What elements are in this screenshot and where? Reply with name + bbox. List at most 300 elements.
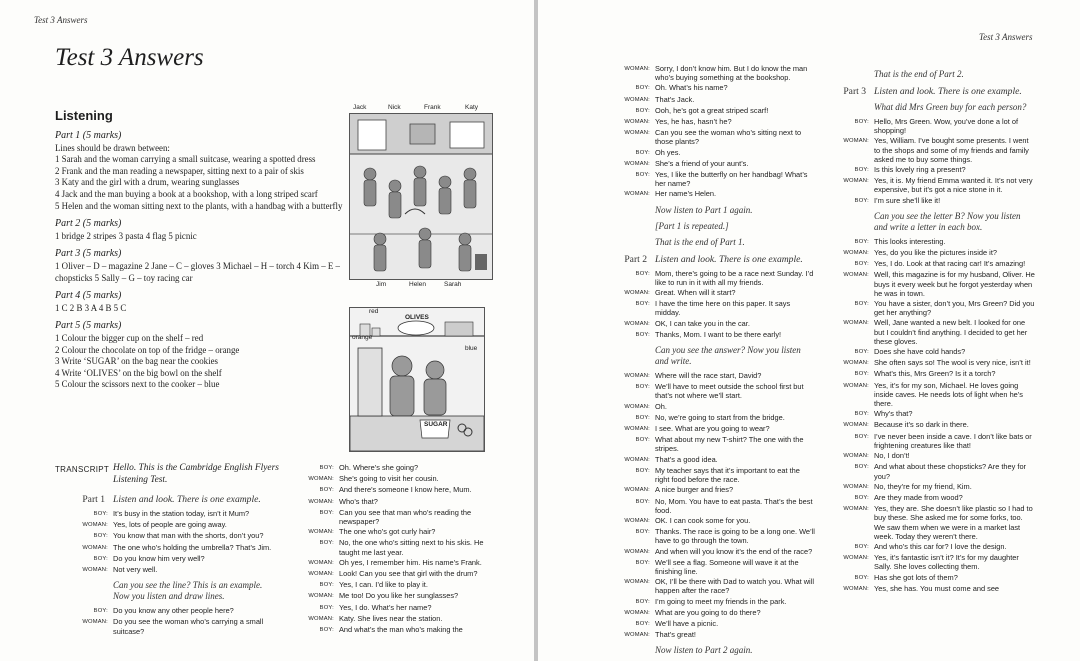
transcript-line	[827, 542, 1035, 552]
speaker-label: BOY:	[635, 414, 650, 421]
part-label: Part 2	[624, 253, 647, 265]
transcript-line	[827, 432, 1035, 450]
speaker-label: WOMAN:	[624, 579, 650, 586]
speaker-label: BOY:	[854, 349, 869, 356]
speaker-label: WOMAN:	[843, 272, 869, 279]
instruction-text: Now listen to Part 2 again.	[655, 645, 753, 656]
label-sugar: SUGAR	[424, 421, 448, 428]
speaker-label: BOY:	[854, 371, 869, 378]
part-label: Part 3	[843, 86, 866, 97]
answer-key	[55, 130, 355, 391]
speaker-label: WOMAN:	[624, 456, 650, 463]
transcript-line	[66, 531, 278, 541]
kitchen-illustration	[349, 307, 485, 452]
transcript-line	[608, 299, 815, 317]
instruction-text: [Part 1 is repeated.]	[655, 220, 729, 231]
speaker-label: WOMAN:	[308, 615, 334, 622]
dialogue-text: Mom, there’s going to be a race next Sunday. I’d like to run in it with all my friends.	[655, 268, 814, 287]
dialogue-text: What about my new T-shirt? The one with the stripes.	[655, 435, 804, 454]
transcript-line	[292, 614, 497, 624]
transcript-line	[66, 520, 278, 530]
speaker-label: WOMAN:	[308, 529, 334, 536]
transcript-line	[292, 508, 497, 526]
left-page	[0, 0, 534, 661]
speaker-label: BOY:	[319, 509, 334, 516]
speaker-label: BOY:	[854, 238, 869, 245]
answer-line: 2 Colour the chocolate on top of the fridge – orange	[55, 344, 240, 355]
transcript-line	[827, 347, 1035, 357]
label-orange: orange	[352, 334, 373, 341]
dialogue-text: I’m sure she’ll like it!	[874, 195, 941, 205]
dialogue-text: Who’s that?	[339, 496, 378, 506]
transcript-line	[608, 558, 815, 576]
transcript-column-2	[292, 463, 497, 636]
speaker-label: BOY:	[93, 555, 108, 562]
transcript-line	[827, 117, 1035, 135]
speaker-label: WOMAN:	[82, 619, 108, 626]
dialogue-text: Yes, it’s for my son, Michael. He loves going inside caves. He needs lots of light when he’s there.	[874, 380, 1023, 409]
speaker-label: WOMAN:	[843, 178, 869, 185]
dialogue-text: Yes, I do. What’s her name?	[339, 602, 432, 612]
speaker-label: WOMAN:	[624, 426, 650, 433]
speaker-label: WOMAN:	[624, 403, 650, 410]
dialogue-text: My teacher says that it’s important to eat the right food before the race.	[655, 465, 800, 485]
dialogue-text: What’s this, Mrs Green? Is it a torch?	[874, 369, 996, 379]
dialogue-text: Yes, he has, hasn’t he?	[655, 117, 732, 127]
label-jim: Jim	[376, 281, 387, 288]
transcript-line	[292, 569, 497, 579]
dialogue-text: Does she have cold hands?	[874, 347, 966, 357]
station-drawing	[350, 114, 492, 279]
transcript-line	[827, 451, 1035, 461]
dialogue-text: Because it’s so dark in there.	[874, 420, 969, 430]
speaker-label: WOMAN:	[624, 66, 650, 72]
transcript-line	[608, 159, 815, 169]
transcript-line	[608, 619, 815, 629]
transcript-line	[608, 95, 815, 105]
transcript-column-1	[66, 488, 278, 637]
part-heading: Part 2 (5 marks)	[55, 218, 122, 230]
answer-line: 1 Sarah and the woman carrying a small suitcase, wearing a spotted dress	[55, 154, 316, 165]
speaker-label: WOMAN:	[308, 559, 334, 566]
transcript-column-3	[608, 64, 815, 660]
dialogue-text: Well, this magazine is for my husband, Oliver. He buys it every week but he forgot yesterday when he was in town.	[874, 270, 1035, 298]
instruction-text: Can you see the line? This is an example. Now you listen and draw lines.	[113, 580, 263, 602]
transcript-line	[827, 196, 1035, 206]
transcript-line	[608, 64, 815, 82]
speaker-label: BOY:	[854, 574, 869, 581]
transcript-line	[827, 270, 1035, 298]
transcript-line	[827, 299, 1035, 317]
label-jack: Jack	[353, 104, 367, 111]
dialogue-text: And who’s this car for? I love the design.	[874, 541, 1007, 551]
transcript-line	[608, 319, 815, 329]
transcript-line	[827, 136, 1035, 164]
transcript-column-4	[827, 64, 1035, 595]
transcript-line	[66, 543, 278, 553]
dialogue-text: And when will you know it’s the end of the race?	[655, 546, 813, 556]
speaker-label: BOY:	[93, 533, 108, 540]
kitchen-drawing	[350, 308, 484, 451]
speaker-label: WOMAN:	[624, 632, 650, 639]
dialogue-text: It’s busy in the station today, isn’t it Mum?	[113, 509, 250, 518]
speaker-label: WOMAN:	[843, 422, 869, 429]
page-title: Test 3 Answers	[55, 44, 204, 71]
transcript-line	[608, 608, 815, 618]
answer-line: 5 Colour the scissors next to the cooker – blue	[55, 379, 220, 390]
dialogue-text: She’s a friend of your aunt’s.	[655, 158, 749, 168]
speaker-label: BOY:	[93, 608, 108, 615]
speaker-label: BOY:	[854, 167, 869, 174]
transcript-label: TRANSCRIPT	[55, 465, 110, 474]
dialogue-text: This looks interesting.	[874, 236, 946, 246]
transcript-line	[608, 106, 815, 116]
speaker-label: WOMAN:	[308, 476, 334, 483]
speaker-label: BOY:	[854, 433, 869, 440]
dialogue-text: Thanks, Mom. I want to be there early!	[655, 329, 782, 339]
speaker-label: BOY:	[635, 437, 650, 444]
transcript-line	[608, 371, 815, 381]
answer-line: 5 Helen and the woman sitting next to the plants, with a handbag with a butterfly	[55, 200, 343, 211]
part-heading: Part 1 (5 marks)	[55, 130, 122, 141]
answer-line: 2 Frank and the man reading a newspaper, sitting next to a pair of skis	[55, 165, 304, 176]
answer-line: Lines should be drawn between:	[55, 142, 170, 153]
dialogue-text: We’ll see a flag. Someone will wave it at the finishing line.	[655, 557, 799, 576]
dialogue-text: Oh. Where’s she going?	[339, 463, 419, 472]
transcript-line	[292, 538, 497, 556]
speaker-label: BOY:	[635, 172, 650, 179]
dialogue-text: And there’s someone I know here, Mum.	[339, 485, 472, 495]
dialogue-text: No, Mom. You have to eat pasta. That’s the best food.	[655, 496, 813, 515]
dialogue-text: Has she got lots of them?	[874, 572, 958, 582]
speaker-label: BOY:	[854, 301, 869, 308]
transcript-line	[292, 591, 497, 601]
part-instruction: Listen and look. There is one example.	[113, 494, 261, 505]
transcript-line	[827, 358, 1035, 368]
label-red: red	[369, 308, 379, 315]
speaker-label: BOY:	[635, 301, 650, 308]
speaker-label: WOMAN:	[82, 544, 108, 551]
dialogue-text: OK. I can cook some for you.	[655, 515, 751, 525]
answer-line: 4 Jack and the man buying a book at a bookshop, with a long striped scarf	[55, 188, 318, 199]
dialogue-text: Oh. What’s his name?	[655, 83, 728, 93]
dialogue-text: Sorry, I don’t know him. But I do know the man who’s buying something at the bookshop.	[655, 64, 808, 83]
transcript-line	[827, 259, 1035, 269]
transcript-line	[66, 554, 278, 564]
section-title-listening: Listening	[55, 108, 113, 123]
speaker-label: WOMAN:	[624, 373, 650, 380]
transcript-line	[292, 625, 497, 635]
dialogue-text: And what’s the man who’s making the	[339, 625, 463, 635]
speaker-label: WOMAN:	[308, 593, 334, 600]
dialogue-text: Where will the race start, David?	[655, 371, 762, 381]
transcript-line	[827, 504, 1035, 541]
transcript-line	[608, 466, 815, 484]
speaker-label: BOY:	[854, 464, 869, 471]
speaker-label: WOMAN:	[82, 522, 108, 529]
transcript-line	[608, 330, 815, 340]
part-heading: Part 4 (5 marks)	[55, 290, 122, 302]
label-helen: Helen	[409, 281, 426, 288]
dialogue-text: Is this lovely ring a present?	[874, 165, 966, 175]
speaker-label: WOMAN:	[624, 130, 650, 137]
speaker-label: WOMAN:	[843, 555, 869, 562]
speaker-label: BOY:	[635, 467, 650, 474]
dialogue-text: No, the one who’s sitting next to his skis. He taught me last year.	[339, 538, 484, 557]
speaker-label: BOY:	[854, 197, 869, 204]
answer-line: 3 Write ‘SUGAR’ on the bag near the cookies	[55, 356, 218, 367]
dialogue-text: I’ve never been inside a cave. I don’t like bats or frightening creatures like that!	[874, 431, 1032, 450]
transcript-line	[66, 617, 278, 635]
dialogue-text: Can you see the woman who’s sitting next to those plants?	[655, 128, 802, 147]
dialogue-text: Oh yes.	[655, 147, 681, 157]
speaker-label: BOY:	[635, 384, 650, 391]
dialogue-text: Yes, William. I’ve bought some presents. I went to the shops and some of my friends and family asked me to buy some things.	[874, 136, 1029, 164]
dialogue-text: Yes, I do. Look at that racing car! It’s amazing!	[874, 259, 1026, 269]
dialogue-text: Yes, I like the butterfly on her handbag! What’s her name?	[655, 170, 808, 189]
dialogue-text: We’ll have a picnic.	[655, 618, 719, 628]
transcript-line	[608, 424, 815, 434]
dialogue-text: Look! Can you see that girl with the drum?	[339, 569, 478, 579]
speaker-label: WOMAN:	[843, 382, 869, 389]
speaker-label: BOY:	[635, 149, 650, 156]
speaker-label: WOMAN:	[843, 506, 869, 513]
speaker-label: BOY:	[635, 559, 650, 566]
speaker-label: BOY:	[854, 543, 869, 550]
speaker-label: WOMAN:	[624, 517, 650, 524]
transcript-line	[608, 402, 815, 412]
transcript-part-heading	[608, 254, 815, 265]
dialogue-text: Yes, she has. You must come and see	[874, 583, 1000, 593]
transcript-line	[608, 382, 815, 400]
dialogue-text: That’s a good idea.	[655, 454, 718, 464]
transcript-line	[608, 269, 815, 287]
dialogue-text: No, we’re going to start from the bridge.	[655, 412, 785, 422]
dialogue-text: I’m going to meet my friends in the park.	[655, 596, 787, 606]
speaker-label: WOMAN:	[624, 191, 650, 198]
transcript-line	[608, 83, 815, 93]
speaker-label: BOY:	[319, 627, 334, 634]
transcript-line	[827, 462, 1035, 480]
dialogue-text: Ooh, he’s got a great striped scarf!	[655, 105, 769, 115]
dialogue-text: Her name’s Helen.	[655, 189, 717, 199]
dialogue-text: Yes, it’s fantastic isn’t it? It’s for my daughter Sally. She loves collecting them.	[874, 553, 1019, 572]
speaker-label: WOMAN:	[624, 487, 650, 494]
speaker-label: WOMAN:	[624, 320, 650, 327]
transcript-line	[66, 606, 278, 616]
transcript-line	[608, 485, 815, 495]
answer-line: 4 Write ‘OLIVES’ on the big bowl on the shelf	[55, 367, 222, 378]
answer-line: 1 C 2 B 3 A 4 B 5 C	[55, 302, 127, 313]
speaker-label: WOMAN:	[624, 119, 650, 126]
transcript-line	[827, 237, 1035, 247]
running-head-left: Test 3 Answers	[34, 15, 88, 25]
transcript-line	[827, 420, 1035, 430]
transcript-line	[292, 485, 497, 495]
dialogue-text: No, I don’t!	[874, 451, 910, 461]
dialogue-text: Can you see that man who’s reading the newspaper?	[339, 507, 472, 527]
dialogue-text: What are you going to do there?	[655, 607, 761, 617]
transcript-line	[608, 497, 815, 515]
instruction-text: That is the end of Part 1.	[655, 236, 745, 247]
instruction-text: Can you see the answer? Now you listen and write.	[655, 345, 801, 367]
dialogue-text: Yes, lots of people are going away.	[113, 520, 227, 530]
speaker-label: BOY:	[319, 487, 334, 494]
dialogue-text: No, they’re for my friend, Kim.	[874, 481, 972, 491]
dialogue-text: I see. What are you going to wear?	[655, 424, 770, 434]
dialogue-text: Do you know him very well?	[113, 553, 205, 563]
transcript-line	[827, 409, 1035, 419]
speaker-label: BOY:	[635, 498, 650, 505]
speaker-label: BOY:	[635, 85, 650, 92]
part-heading: Part 5 (5 marks)	[55, 320, 122, 332]
speaker-label: WOMAN:	[624, 290, 650, 297]
part-heading: Part 3 (5 marks)	[55, 248, 122, 260]
dialogue-text: We’ll have to meet outside the school first but that’s not where we’ll start.	[655, 382, 804, 401]
dialogue-text: OK, I’ll be there with Dad to watch you. What will happen after the race?	[655, 577, 814, 596]
label-frank: Frank	[424, 104, 441, 111]
transcript-line	[827, 165, 1035, 175]
dialogue-text: OK, I can take you in the car.	[655, 318, 750, 328]
dialogue-text: And what about these chopsticks? Are they for you?	[874, 462, 1027, 481]
speaker-label: WOMAN:	[624, 160, 650, 167]
speaker-label: BOY:	[854, 411, 869, 418]
transcript-line	[827, 381, 1035, 409]
transcript-line	[292, 497, 497, 507]
speaker-label: WOMAN:	[624, 96, 650, 103]
speaker-label: WOMAN:	[843, 138, 869, 145]
speaker-label: WOMAN:	[843, 585, 869, 592]
speaker-label: WOMAN:	[82, 567, 108, 574]
speaker-label: BOY:	[319, 604, 334, 611]
label-katy: Katy	[465, 104, 479, 111]
speaker-label: BOY:	[635, 529, 650, 536]
transcript-intro: Hello. This is the Cambridge English Flyers Listening Test.	[113, 463, 279, 485]
transcript-line	[608, 288, 815, 298]
dialogue-text: Hello, Mrs Green. Wow, you’ve done a lot of shopping!	[874, 117, 1019, 136]
transcript-line	[608, 527, 815, 545]
speaker-label: BOY:	[319, 582, 334, 589]
speaker-label: WOMAN:	[843, 250, 869, 257]
dialogue-text: That’s great!	[655, 630, 696, 640]
dialogue-text: Yes, I can. I’d like to play it.	[339, 580, 428, 590]
transcript-line	[292, 474, 497, 484]
transcript-line	[827, 248, 1035, 258]
speaker-label: WOMAN:	[624, 548, 650, 555]
transcript-line	[608, 577, 815, 595]
dialogue-text: Great. When will it start?	[655, 288, 736, 298]
transcript-line	[292, 463, 497, 473]
speaker-label: BOY:	[635, 598, 650, 605]
transcript-line	[827, 369, 1035, 379]
transcript-line	[608, 189, 815, 199]
dialogue-text: Oh yes, I remember him. His name’s Frank.	[339, 557, 482, 567]
transcript-line	[608, 170, 815, 188]
transcript-line	[827, 318, 1035, 346]
dialogue-text: She often says so! The wool is very nice, isn’t it!	[874, 358, 1031, 368]
transcript-line	[292, 603, 497, 613]
speaker-label: BOY:	[635, 331, 650, 338]
dialogue-text: A nice burger and fries?	[655, 485, 734, 495]
dialogue-text: Do you see the woman who’s carrying a small suitcase?	[113, 617, 264, 636]
dialogue-text: Me too! Do you like her sunglasses?	[339, 591, 459, 601]
speaker-label: BOY:	[635, 107, 650, 114]
speaker-label: WOMAN:	[624, 609, 650, 616]
transcript-line	[827, 573, 1035, 583]
speaker-label: BOY:	[854, 261, 869, 268]
transcript-line	[608, 128, 815, 146]
transcript-part-heading	[827, 86, 1035, 97]
answer-line: 1 bridge 2 stripes 3 pasta 4 flag 5 picnic	[55, 230, 197, 241]
part-instruction: Listen and look. There is one example.	[874, 86, 1022, 97]
transcript-line	[608, 547, 815, 557]
instruction-text: What did Mrs Green buy for each person?	[874, 102, 1027, 112]
speaker-label: WOMAN:	[308, 498, 334, 505]
label-sarah: Sarah	[444, 281, 462, 288]
transcript-line	[827, 482, 1035, 492]
dialogue-text: You have a sister, don’t you, Mrs Green? Did you get her anything?	[874, 299, 1035, 318]
answer-line: 1 Colour the bigger cup on the shelf – red	[55, 332, 204, 343]
dialogue-text: The one who’s holding the umbrella? That’s Jim.	[113, 542, 272, 552]
transcript-line	[292, 558, 497, 568]
transcript-line	[608, 117, 815, 127]
transcript-line	[292, 580, 497, 590]
transcript-line	[827, 493, 1035, 503]
label-blue: blue	[465, 345, 478, 352]
dialogue-text: The one who’s got curly hair?	[339, 527, 436, 537]
transcript-line	[292, 527, 497, 537]
label-nick: Nick	[388, 104, 401, 111]
answer-line: 1 Oliver – D – magazine 2 Jane – C – gloves 3 Michael – H – torch 4 Kim – E – chopsticks 5 Sally – G – toy racing car	[55, 260, 340, 283]
transcript-line	[608, 516, 815, 526]
dialogue-text: Yes, it is. My friend Emma wanted it. It’s not very expensive, but it’s got a nice stone in it.	[874, 176, 1033, 195]
dialogue-text: Yes, do you like the pictures inside it?	[874, 248, 997, 258]
right-page	[538, 0, 1080, 661]
transcript-line	[827, 584, 1035, 594]
transcript-part-heading	[66, 494, 278, 505]
speaker-label: BOY:	[854, 494, 869, 501]
speaker-label: BOY:	[854, 119, 869, 125]
dialogue-text: Not very well.	[113, 565, 158, 575]
dialogue-text: You know that man with the shorts, don’t you?	[113, 531, 264, 541]
dialogue-text: I have the time here on this paper. It says midday.	[655, 299, 791, 318]
transcript-line	[608, 435, 815, 453]
part-instruction: Listen and look. There is one example.	[655, 253, 803, 265]
transcript-line	[827, 553, 1035, 571]
dialogue-text: Do you know any other people here?	[113, 606, 234, 616]
transcript-line	[827, 176, 1035, 194]
speaker-label: WOMAN:	[308, 571, 334, 578]
speaker-label: BOY:	[635, 270, 650, 277]
part-label: Part 1	[82, 494, 105, 505]
transcript-line	[608, 148, 815, 158]
dialogue-text: Why’s that?	[874, 409, 913, 419]
speaker-label: BOY:	[635, 620, 650, 627]
dialogue-text: Well, Jane wanted a new belt. I looked for one but I couldn’t find anything. I decided to get her these gloves.	[874, 318, 1028, 346]
transcript-line	[608, 630, 815, 640]
label-olives: OLIVES	[405, 314, 429, 321]
speaker-label: WOMAN:	[843, 360, 869, 367]
dialogue-text: Are they made from wood?	[874, 492, 963, 502]
speaker-label: BOY:	[319, 465, 334, 471]
dialogue-text: Thanks. The race is going to be a long one. We’ll have to go through the town.	[655, 527, 815, 546]
running-head-right: Test 3 Answers	[979, 32, 1033, 42]
dialogue-text: That’s Jack.	[655, 94, 695, 104]
speaker-label: BOY:	[319, 540, 334, 547]
speaker-label: WOMAN:	[843, 483, 869, 490]
transcript-line	[66, 565, 278, 575]
speaker-label: WOMAN:	[843, 453, 869, 460]
